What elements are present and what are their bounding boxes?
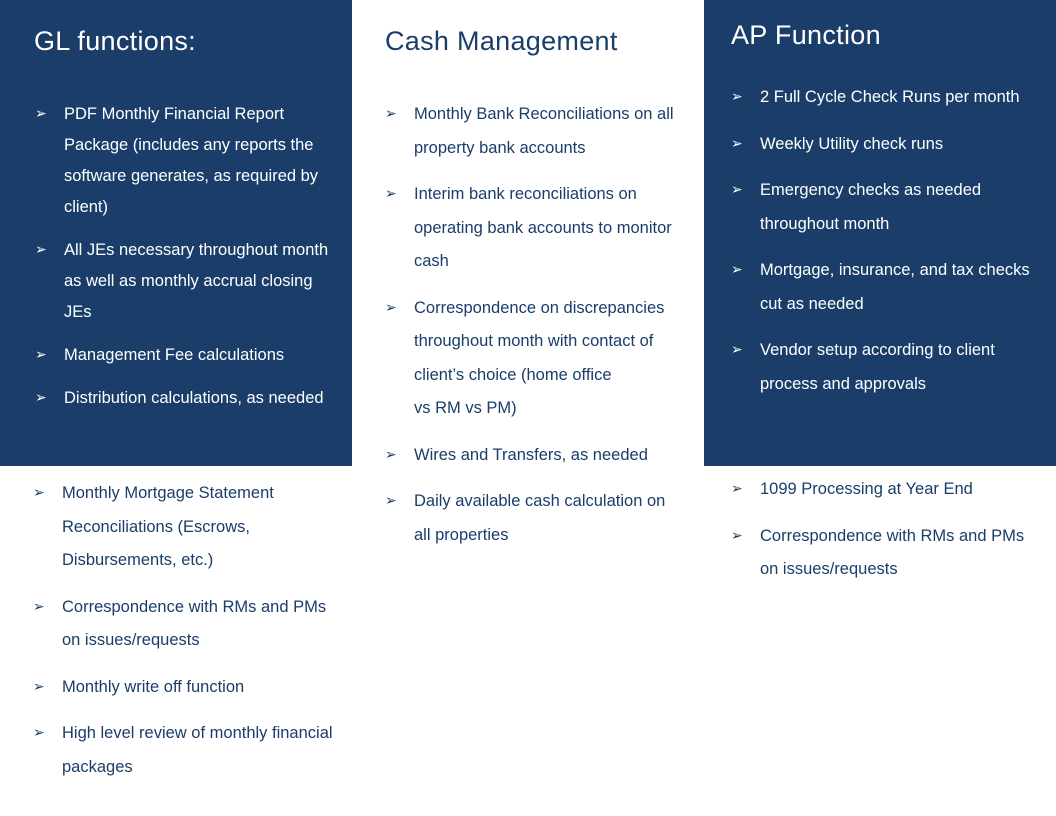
arrowhead-bullet-icon: ➢ <box>385 493 397 509</box>
list-item-text: Mortgage, insurance, and tax checks cut as needed <box>760 261 1030 313</box>
list-item <box>731 128 1031 162</box>
arrowhead-bullet-icon: ➢ <box>35 242 47 258</box>
list-item <box>385 98 685 165</box>
ap-bottom-list <box>731 473 1031 600</box>
arrowhead-bullet-icon: ➢ <box>33 678 45 695</box>
list-item-text: Management Fee calculations <box>64 346 285 364</box>
list-item <box>35 340 330 371</box>
cash-list <box>385 98 685 565</box>
arrowhead-bullet-icon: ➢ <box>731 89 743 105</box>
list-item-text: Weekly Utility check runs <box>760 134 944 153</box>
list-item <box>731 81 1031 115</box>
list-item <box>35 99 330 223</box>
list-item-text: Correspondence with RMs and PMs on issues/requests <box>760 526 1025 578</box>
arrowhead-bullet-icon: ➢ <box>731 182 743 198</box>
list-item <box>385 292 685 393</box>
list-item-text: 2 Full Cycle Check Runs per month <box>760 88 1020 106</box>
gl-heading: GL functions: <box>34 26 196 56</box>
list-item-text: All JEs necessary throughout month as well as monthly accrual closing JEs <box>64 241 329 321</box>
ap-top-list <box>731 81 1031 414</box>
arrowhead-bullet-icon: ➢ <box>33 725 45 741</box>
arrowhead-bullet-icon: ➢ <box>385 446 397 463</box>
list-item-text: High level review of monthly financial packages <box>62 724 333 776</box>
list-item-text: Monthly write off function <box>62 677 245 696</box>
list-item <box>33 591 333 658</box>
list-item <box>33 477 333 578</box>
arrowhead-bullet-icon: ➢ <box>35 347 47 363</box>
list-item <box>731 473 1031 507</box>
list-item-text: 1099 Processing at Year End <box>760 480 973 498</box>
list-item-text: Wires and Transfers, as needed <box>414 445 648 464</box>
gl-top-list <box>35 99 330 426</box>
list-item-text: Interim bank reconciliations on operating bank accounts to monitor cash <box>414 185 672 270</box>
arrowhead-bullet-icon: ➢ <box>35 106 47 122</box>
list-item-text: Emergency checks as needed throughout month <box>760 181 982 233</box>
arrowhead-bullet-icon: ➢ <box>385 299 397 316</box>
list-item <box>731 254 1031 321</box>
arrowhead-bullet-icon: ➢ <box>731 527 743 544</box>
list-item-text: Vendor setup according to client process and approvals <box>760 341 995 393</box>
list-item-text: Monthly Mortgage Statement Reconciliations (Escrows, Disbursements, etc.) <box>62 484 274 569</box>
list-item <box>35 235 330 328</box>
list-item-text: PDF Monthly Financial Report Package (includes any reports the software generates, as required by client) <box>64 105 319 216</box>
list-item <box>731 174 1031 241</box>
list-item-continuation <box>385 392 685 426</box>
list-item-text: Monthly Bank Reconciliations on all property bank accounts <box>414 105 674 157</box>
arrowhead-bullet-icon: ➢ <box>731 135 743 152</box>
list-item-text: Correspondence on discrepancies throughout month with contact of client’s choice (home office <box>414 298 665 384</box>
ap-heading: AP Function <box>731 20 881 50</box>
list-item-text: vs RM vs PM) <box>414 399 517 417</box>
list-item-text: Daily available cash calculation on all properties <box>414 492 666 544</box>
list-item-text: Distribution calculations, as needed <box>64 389 324 407</box>
arrowhead-bullet-icon: ➢ <box>731 262 743 278</box>
list-item-text: Correspondence with RMs and PMs on issues/requests <box>62 597 327 649</box>
cash-heading: Cash Management <box>385 26 618 56</box>
list-item <box>385 439 685 473</box>
gl-bottom-list <box>33 477 333 797</box>
list-item <box>731 334 1031 401</box>
list-item <box>385 485 685 552</box>
arrowhead-bullet-icon: ➢ <box>35 390 47 406</box>
arrowhead-bullet-icon: ➢ <box>33 598 45 615</box>
list-item <box>33 671 333 705</box>
arrowhead-bullet-icon: ➢ <box>385 106 397 122</box>
arrowhead-bullet-icon: ➢ <box>731 481 743 497</box>
arrowhead-bullet-icon: ➢ <box>33 485 45 501</box>
arrowhead-bullet-icon: ➢ <box>385 186 397 202</box>
list-item <box>35 383 330 414</box>
list-item <box>731 520 1031 587</box>
arrowhead-bullet-icon: ➢ <box>731 342 743 358</box>
list-item <box>33 717 333 784</box>
list-item <box>385 178 685 279</box>
